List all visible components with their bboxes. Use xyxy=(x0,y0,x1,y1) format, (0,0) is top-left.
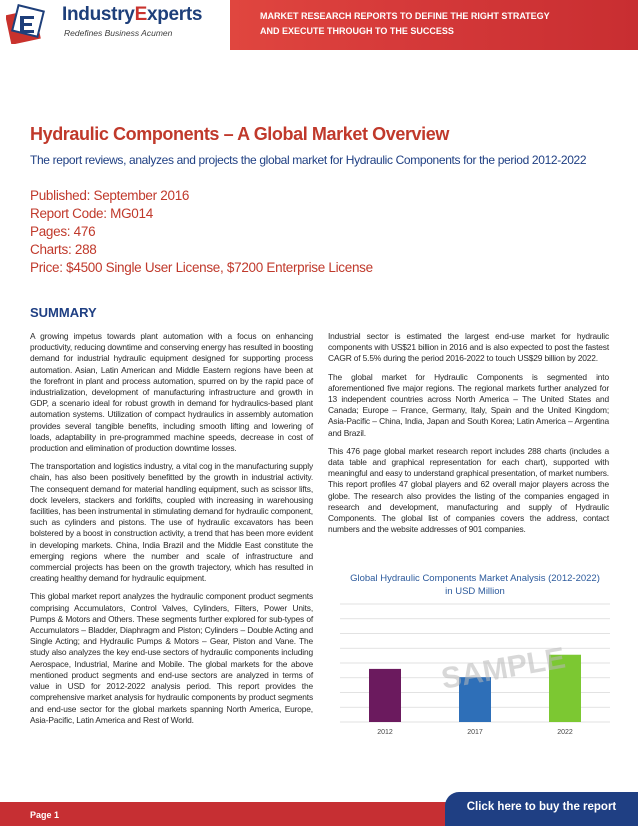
summary-paragraph: The transportation and logistics industry, a vital cog in the manufacturing supply chain, has also been positively benefitted by the growth in industrial activity. The consequent demand for material handling equipment, such as scissor lifts, dock levelers, stackers and forklifts, coupled with increasing in warehousing facilities, has been instrumental in stimulating demand for hydraulic component, such as cylinders and pistons. The use of hydraulic excavators has been bolstered by a boost in construction activity, a trend that has been more evident in developing markets. China, India Brazil and the Middle East constitute the emerging regions where the number and scale of infrastructure and commercial projects has been on the growth trajectory, which has resulted in creating healthy demand for hydraulic equipment. xyxy=(30,461,313,584)
page-footer xyxy=(0,792,638,826)
published-date: Published: September 2016 xyxy=(30,188,190,203)
page-count: Pages: 476 xyxy=(30,224,96,239)
chart-plot xyxy=(330,598,620,744)
report-subtitle: The report reviews, analyzes and projects the global market for Hydraulic Components for the period 2012-2022 xyxy=(30,153,587,167)
chart-title-line: Global Hydraulic Components Market Analysis (2012-2022) xyxy=(350,573,600,584)
summary-left-column xyxy=(30,331,313,733)
report-meta xyxy=(30,187,373,277)
chart-subtitle-line: in USD Million xyxy=(445,586,505,597)
chart-title xyxy=(330,572,620,598)
summary-paragraph: This global market report analyzes the hydraulic component product segments comprising Accumulators, Control Valves, Cylinders, Filters, Power Units, Pumps & Motors and Others. These segments further explored for sub-types of Accumulators – Bladder, Diaphragm and Piston; Cylinders – Double Acting and Single Acting; and Hydraulic Pumps & Motors – Gear, Piston and Vane. The study also analyzes the key end-use sectors of hydraulic components including Aerospace, Industrial, Marine and Mobile. The global markets for the above mentioned product segments and end-use sectors are analyzed in terms of value in USD for 2012-2022 analysis period. This report provides the comprehensive market analysis for hydraulic components by product segments and end-use sector for the global markets spanning North America, Europe, Asia-Pacific, Latin America and Rest of World. xyxy=(30,591,313,725)
market-chart xyxy=(330,572,620,744)
summary-heading: SUMMARY xyxy=(30,305,97,320)
summary-paragraph: The global market for Hydraulic Components is segmented into aforementioned five major regions. The regional markets further analyzed for 13 independent countries across North America – The United States and Canada; Europe – France, Germany, Italy, Spain and the United Kingdom; Asia-Pacific – China, India, Japan and South Korea; Latin America – Argentina and Brazil. xyxy=(328,371,609,438)
logo[interactable] xyxy=(0,0,230,50)
banner-line-1: MARKET RESEARCH REPORTS TO DEFINE THE RIGHT STRATEGY xyxy=(260,11,550,21)
logo-mark-icon xyxy=(6,4,46,44)
chart-bar-2012 xyxy=(369,669,401,722)
buy-report-button[interactable]: Click here to buy the report xyxy=(445,792,638,826)
logo-name: IndustryExperts xyxy=(62,4,203,25)
price: Price: $4500 Single User License, $7200 Enterprise License xyxy=(30,260,373,275)
summary-paragraph: This 476 page global market research report includes 288 charts (includes a data table and graphical representation for each chart), supported with meaningful and easy to understand graphical presentation, of market numbers. This report profiles 47 global players and 62 overall major players across the globe. The research also provides the listing of the companies engaged in research and development, manufacturing and supply of Hydraulic Components. The global list of companies covers the address, contact numbers and the website addresses of 901 companies. xyxy=(328,445,609,535)
banner-line-2: AND EXECUTE THROUGH TO THE SUCCESS xyxy=(260,26,454,36)
chart-x-tick-label: 2012 xyxy=(377,729,393,736)
logo-tagline: Redefines Business Acumen xyxy=(64,28,173,38)
report-title: Hydraulic Components – A Global Market Overview xyxy=(30,124,449,144)
page-number: Page 1 xyxy=(30,810,60,820)
summary-paragraph: A growing impetus towards plant automation with a focus on enhancing productivity, reducing downtime and conserving energy has resulted in boosting demand for industrial hydraulic equipment designed for supporting process automation. Asian, Latin American and Middle Eastern regions have been at the forefront in plant and process automation, spurred on by the rapid pace of industrialization, development of manufacturing infrastructure and growth in GDP, a scenario ideal for robust growth in demand for hydraulics-based plant automation systems. Utilization of compact hydraulics in assembly automation provides several tangible benefits, including smooth lifting and lowering of loads, adaptability in pre-programmed machine speeds, decrease in cost of production and elimination of production downtime losses. xyxy=(30,331,313,454)
report-code: Report Code: MG014 xyxy=(30,206,153,221)
chart-x-tick-label: 2022 xyxy=(557,729,573,736)
header-banner xyxy=(230,0,638,50)
summary-right-column xyxy=(328,331,609,542)
sample-watermark: SAMPLE xyxy=(438,641,568,696)
page-header xyxy=(0,0,638,50)
banner-text xyxy=(260,9,620,39)
chart-count: Charts: 288 xyxy=(30,242,97,257)
chart-x-tick-label: 2017 xyxy=(467,729,483,736)
summary-paragraph: Industrial sector is estimated the largest end-use market for hydraulic components with US$21 billion in 2016 and is also expected to post the fastest CAGR of 5.5% during the period 2016-2022 to touch US$29 billion by 2022. xyxy=(328,331,609,364)
